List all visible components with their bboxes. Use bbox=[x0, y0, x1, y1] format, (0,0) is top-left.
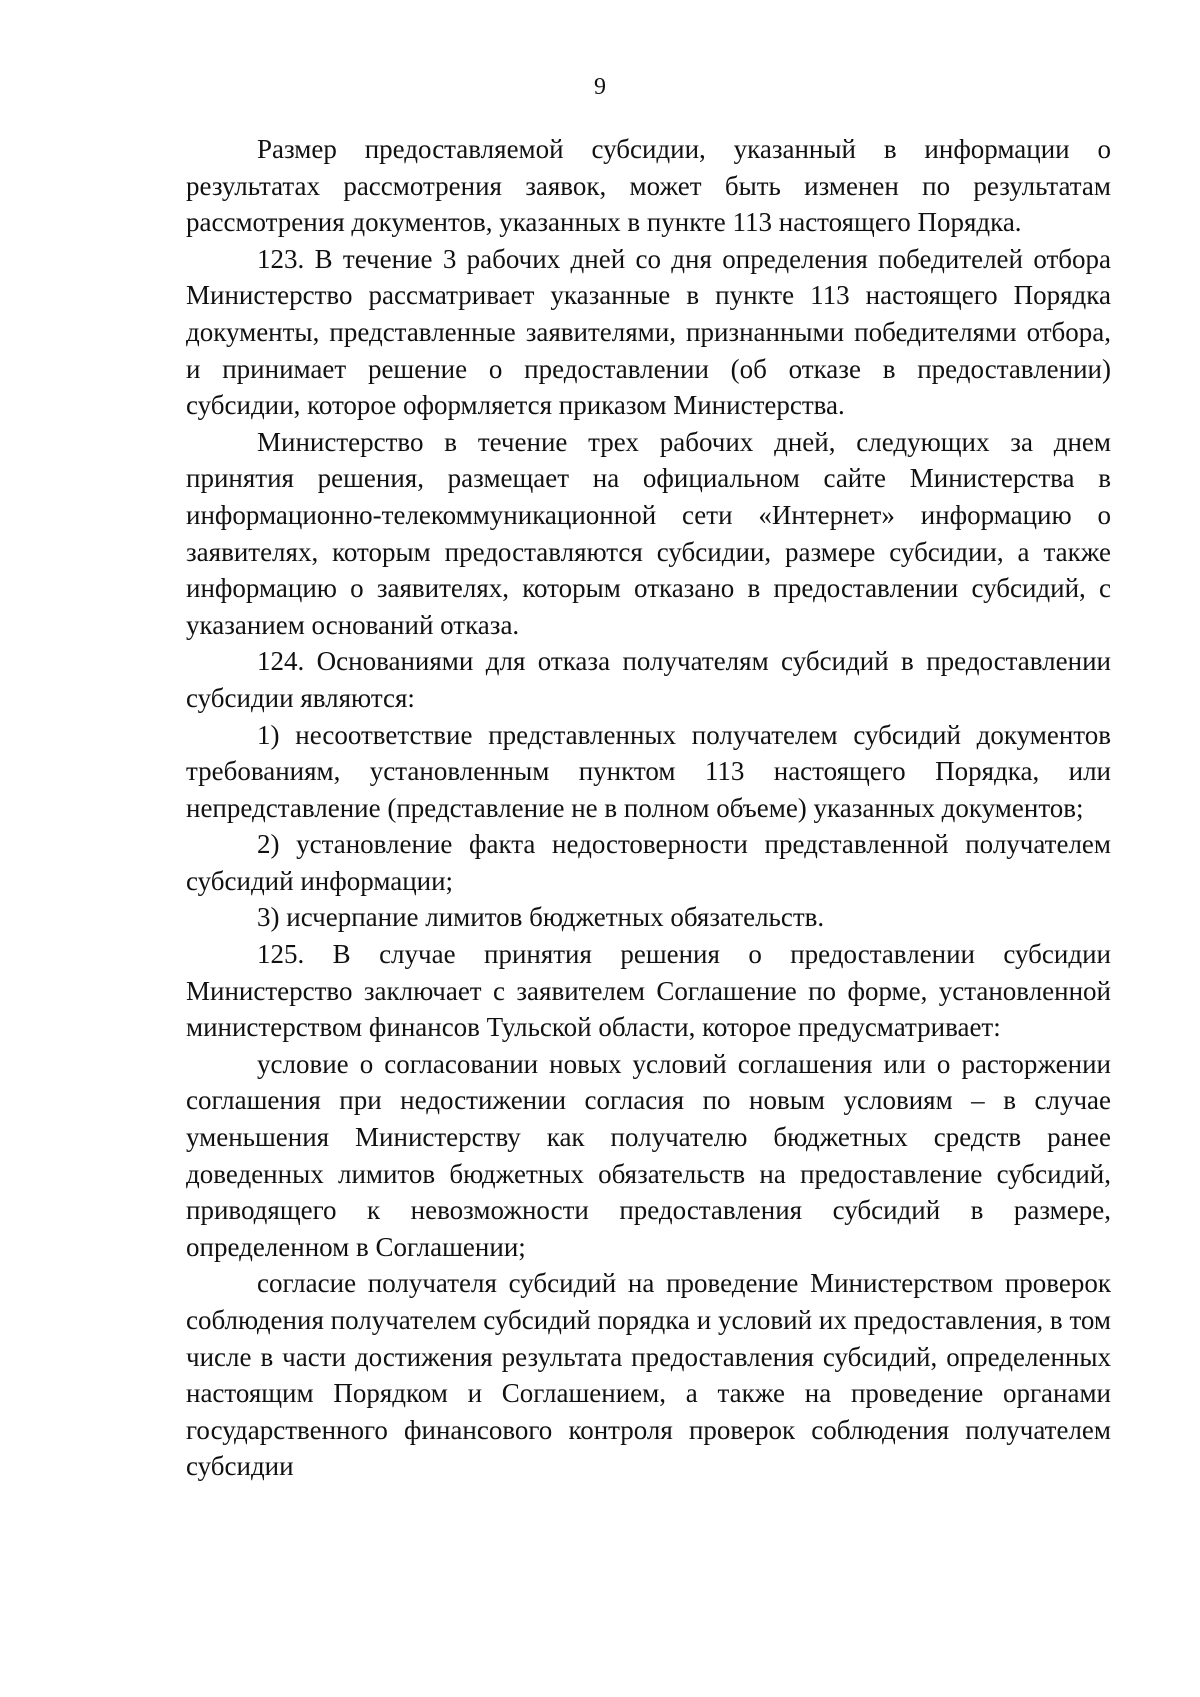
paragraph-refusal-ground-3: 3) исчерпание лимитов бюджетных обязательств. bbox=[257, 902, 825, 933]
paragraph-agreement-condition-inspections: согласие получателя субсидий на проведение Министерством проверок соблюдения получателем субсидий порядка и условий их предоставления, в том числе в части достижения результата предоставления субсидий, определенных настоящим Порядком и Соглашением, а также на проведение органами государственного финансового контроля проверок соблюдения получателем субсидии bbox=[186, 1268, 1111, 1482]
paragraph-item-125: 125. В случае принятия решения о предоставлении субсидии Министерство заключает с заявителем Соглашение по форме, установленной министерством финансов Тульской области, которое предусматривает: bbox=[186, 939, 1111, 1043]
page-number: 9 bbox=[594, 74, 606, 100]
paragraph-agreement-condition-renegotiation: условие о согласовании новых условий соглашения или о расторжении соглашения при недостижении согласия по новым условиям – в случае уменьшения Министерству как получателю бюджетных средств ранее доведенных лимитов бюджетных обязательств на предоставление субсидий, приводящего к невозможности предоставления субсидий в размере, определенном в Соглашении; bbox=[186, 1048, 1111, 1262]
paragraph-item-123: 123. В течение 3 рабочих дней со дня определения победителей отбора Министерство рассматривает указанные в пункте 113 настоящего Порядка документы, представленные заявителями, признанными победителями отбора, и принимает решение о предоставлении (об отказе в предоставлении) субсидии, которое оформляется приказом Министерства. bbox=[186, 243, 1111, 421]
paragraph-refusal-ground-1: 1) несоответствие представленных получателем субсидий документов требованиям, установленным пунктом 113 настоящего Порядка, или непредставление (представление не в полном объеме) указанных документов; bbox=[186, 719, 1111, 823]
paragraph-publication-of-decision: Министерство в течение трех рабочих дней, следующих за днем принятия решения, размещает на официальном сайте Министерства в информационно-телекоммуникационной сети «Интернет» информацию о заявителях, которым предоставляются субсидии, размере субсидии, а также информацию о заявителях, которым отказано в предоставлении субсидий, с указанием оснований отказа. bbox=[186, 426, 1111, 640]
document-body bbox=[186, 131, 1111, 1485]
paragraph-item-124: 124. Основаниями для отказа получателям субсидий в предоставлении субсидии являются: bbox=[186, 646, 1111, 713]
paragraph-subsidy-size-change: Размер предоставляемой субсидии, указанный в информации о результатах рассмотрения заявок, может быть изменен по результатам рассмотрения документов, указанных в пункте 113 настоящего Порядка. bbox=[186, 134, 1111, 238]
paragraph-refusal-ground-2: 2) установление факта недостоверности представленной получателем субсидий информации; bbox=[186, 829, 1111, 896]
